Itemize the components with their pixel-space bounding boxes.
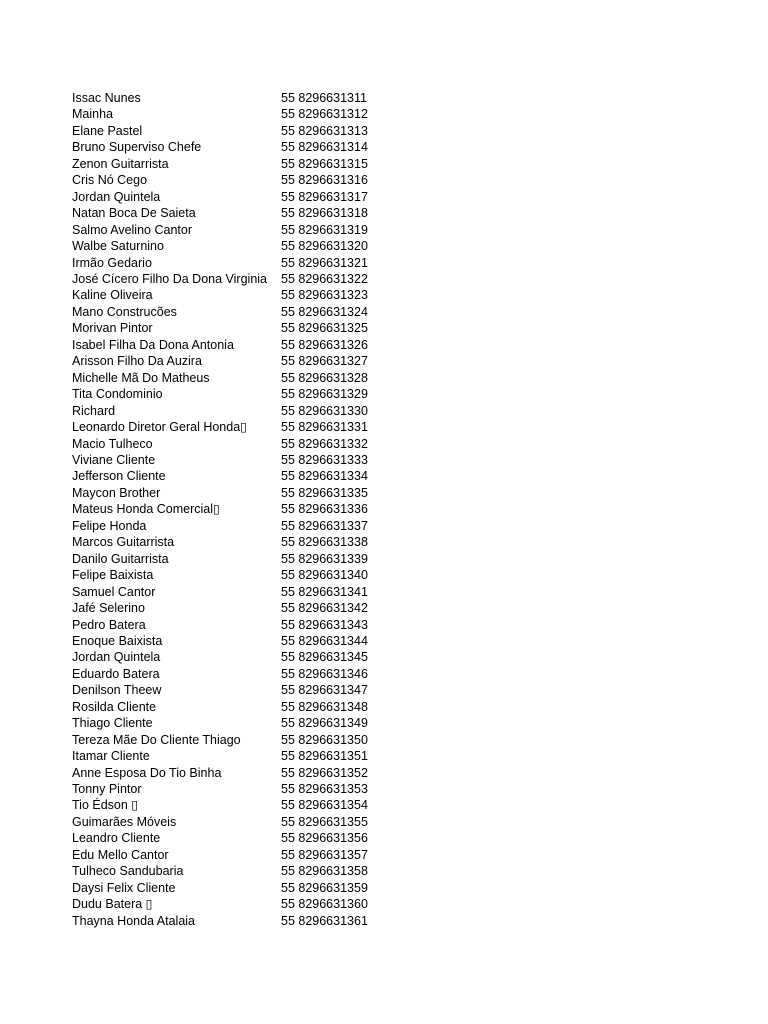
contact-name: Zenon Guitarrista <box>72 156 169 171</box>
table-row <box>72 320 401 336</box>
contact-name: Dudu Batera ▯ <box>72 897 153 912</box>
table-row <box>72 847 401 863</box>
contact-phone: 55 8296631337 <box>281 518 368 533</box>
contact-name: Natan Boca De Saieta <box>72 206 196 221</box>
contact-name: Irmão Gedario <box>72 255 152 270</box>
table-row <box>72 551 401 567</box>
contact-phone: 55 8296631312 <box>281 107 368 122</box>
contact-phone: 55 8296631320 <box>281 239 368 254</box>
contact-name: Isabel Filha Da Dona Antonia <box>72 337 234 352</box>
contact-name: Leonardo Diretor Geral Honda▯ <box>72 420 248 435</box>
contact-phone: 55 8296631313 <box>281 123 368 138</box>
contact-phone: 55 8296631359 <box>281 880 368 895</box>
contact-phone: 55 8296631341 <box>281 584 368 599</box>
contact-name: Tereza Mãe Do Cliente Thiago <box>72 732 241 747</box>
table-row <box>72 386 401 402</box>
contact-phone: 55 8296631336 <box>281 502 368 517</box>
contact-phone: 55 8296631316 <box>281 173 368 188</box>
contact-name: Danilo Guitarrista <box>72 551 169 566</box>
table-row <box>72 633 401 649</box>
contact-list-body <box>72 90 401 929</box>
table-row <box>72 485 401 501</box>
contact-name: Felipe Baixista <box>72 568 154 583</box>
contact-name: Tonny Pintor <box>72 782 142 797</box>
table-row <box>72 106 401 122</box>
contact-name: Walbe Saturnino <box>72 239 164 254</box>
contact-name: Salmo Avelino Cantor <box>72 222 192 237</box>
contact-name: Jordan Quintela <box>72 650 161 665</box>
table-row <box>72 699 401 715</box>
contact-name: Samuel Cantor <box>72 584 156 599</box>
contact-phone: 55 8296631352 <box>281 765 368 780</box>
contact-name: Thiago Cliente <box>72 716 153 731</box>
table-row <box>72 501 401 517</box>
contact-phone: 55 8296631350 <box>281 732 368 747</box>
table-row <box>72 715 401 731</box>
table-row <box>72 518 401 534</box>
table-row <box>72 123 401 139</box>
contact-phone: 55 8296631354 <box>281 798 368 813</box>
contact-name: Kaline Oliveira <box>72 288 153 303</box>
table-row <box>72 617 401 633</box>
contact-phone: 55 8296631349 <box>281 716 368 731</box>
contact-phone: 55 8296631328 <box>281 370 368 385</box>
contact-phone: 55 8296631335 <box>281 485 368 500</box>
table-row <box>72 732 401 748</box>
table-row <box>72 452 401 468</box>
contact-name: Enoque Baixista <box>72 633 163 648</box>
contact-phone: 55 8296631329 <box>281 387 368 402</box>
contact-phone: 55 8296631339 <box>281 551 368 566</box>
table-row <box>72 205 401 221</box>
contact-name: Issac Nunes <box>72 91 141 105</box>
table-row <box>72 748 401 764</box>
contact-name: Jordan Quintela <box>72 189 161 204</box>
table-row <box>72 370 401 386</box>
contact-phone: 55 8296631361 <box>281 913 368 928</box>
contact-name: Macio Tulheco <box>72 436 153 451</box>
table-row <box>72 682 401 698</box>
contact-name: Michelle Mã Do Matheus <box>72 370 210 385</box>
contact-phone: 55 8296631318 <box>281 206 368 221</box>
table-row <box>72 649 401 665</box>
contact-phone: 55 8296631314 <box>281 140 368 155</box>
contact-name: Jefferson Cliente <box>72 469 166 484</box>
table-row <box>72 468 401 484</box>
contact-phone: 55 8296631340 <box>281 568 368 583</box>
contact-name: Morivan Pintor <box>72 321 153 336</box>
contact-phone: 55 8296631326 <box>281 337 368 352</box>
table-row <box>72 156 401 172</box>
table-row <box>72 304 401 320</box>
contact-name: Tio Édson ▯ <box>72 798 139 813</box>
contact-phone: 55 8296631317 <box>281 189 368 204</box>
contact-name: Leandro Cliente <box>72 831 161 846</box>
table-row <box>72 255 401 271</box>
table-row <box>72 600 401 616</box>
contact-name: Rosilda Cliente <box>72 699 157 714</box>
contact-phone: 55 8296631356 <box>281 831 368 846</box>
contact-name: Marcos Guitarrista <box>72 535 175 550</box>
table-row <box>72 403 401 419</box>
table-row <box>72 337 401 353</box>
contact-name: Jafé Selerino <box>72 601 145 616</box>
table-row <box>72 534 401 550</box>
contact-name: Richard <box>72 403 116 418</box>
table-row <box>72 765 401 781</box>
table-row <box>72 830 401 846</box>
contact-name: Anne Esposa Do Tio Binha <box>72 765 222 780</box>
contact-name: Edu Mello Cantor <box>72 847 169 862</box>
table-row <box>72 666 401 682</box>
table-row <box>72 238 401 254</box>
contact-phone: 55 8296631347 <box>281 683 368 698</box>
table-row <box>72 90 401 106</box>
contact-name: Maycon Brother <box>72 485 161 500</box>
contact-phone: 55 8296631344 <box>281 633 368 648</box>
contact-name: Itamar Cliente <box>72 749 150 764</box>
contact-phone: 55 8296631353 <box>281 782 368 797</box>
contact-name: Eduardo Batera <box>72 666 160 681</box>
contact-phone: 55 8296631345 <box>281 650 368 665</box>
contact-phone: 55 8296631331 <box>281 420 368 435</box>
contact-name: Mateus Honda Comercial▯ <box>72 502 220 517</box>
table-row <box>72 863 401 879</box>
table-row <box>72 189 401 205</box>
contact-phone: 55 8296631360 <box>281 897 368 912</box>
contact-phone: 55 8296631343 <box>281 617 368 632</box>
contact-phone: 55 8296631322 <box>281 271 368 286</box>
table-row <box>72 436 401 452</box>
contact-phone: 55 8296631333 <box>281 452 368 467</box>
contact-phone: 55 8296631357 <box>281 847 368 862</box>
contact-phone: 55 8296631342 <box>281 601 368 616</box>
contact-phone: 55 8296631311 <box>281 91 367 105</box>
contact-name: Cris Nó Cego <box>72 173 148 188</box>
table-row <box>72 287 401 303</box>
contact-name: José Cícero Filho Da Dona Virginia <box>72 271 268 286</box>
contact-phone: 55 8296631355 <box>281 814 368 829</box>
contact-name: Felipe Honda <box>72 518 147 533</box>
table-row <box>72 419 401 435</box>
contact-phone: 55 8296631324 <box>281 304 368 319</box>
contact-phone: 55 8296631315 <box>281 156 368 171</box>
table-row <box>72 584 401 600</box>
table-row <box>72 172 401 188</box>
contact-name: Daysi Felix Cliente <box>72 880 176 895</box>
contact-name: Arisson Filho Da Auzira <box>72 354 202 369</box>
contact-phone: 55 8296631325 <box>281 321 368 336</box>
table-row <box>72 896 401 912</box>
contact-name: Bruno Superviso Chefe <box>72 140 202 155</box>
contact-name: Mano Construcões <box>72 304 177 319</box>
contact-phone: 55 8296631334 <box>281 469 368 484</box>
contact-name: Viviane Cliente <box>72 452 156 467</box>
table-row <box>72 271 401 287</box>
table-row <box>72 222 401 238</box>
contact-name: Guimarães Móveis <box>72 814 177 829</box>
contact-name: Denilson Theew <box>72 683 162 698</box>
contact-phone: 55 8296631332 <box>281 436 368 451</box>
table-row <box>72 781 401 797</box>
contact-name: Mainha <box>72 107 113 122</box>
table-row <box>72 814 401 830</box>
contact-phone: 55 8296631348 <box>281 699 368 714</box>
table-row <box>72 139 401 155</box>
table-row <box>72 353 401 369</box>
contact-list-table <box>72 90 401 929</box>
table-row <box>72 797 401 813</box>
contact-phone: 55 8296631358 <box>281 864 368 879</box>
contact-name: Thayna Honda Atalaia <box>72 913 196 928</box>
contact-phone: 55 8296631321 <box>281 255 368 270</box>
contact-phone: 55 8296631330 <box>281 403 368 418</box>
contact-name: Elane Pastel <box>72 123 143 138</box>
table-row <box>72 567 401 583</box>
table-row <box>72 913 401 929</box>
contact-phone: 55 8296631351 <box>281 749 368 764</box>
table-row <box>72 880 401 896</box>
contact-name: Tulheco Sandubaria <box>72 864 184 879</box>
contact-name: Pedro Batera <box>72 617 146 632</box>
contact-phone: 55 8296631327 <box>281 354 368 369</box>
contact-phone: 55 8296631346 <box>281 666 368 681</box>
contact-phone: 55 8296631323 <box>281 288 368 303</box>
contact-name: Tita Condominio <box>72 387 163 402</box>
contact-phone: 55 8296631338 <box>281 535 368 550</box>
contact-phone: 55 8296631319 <box>281 222 368 237</box>
